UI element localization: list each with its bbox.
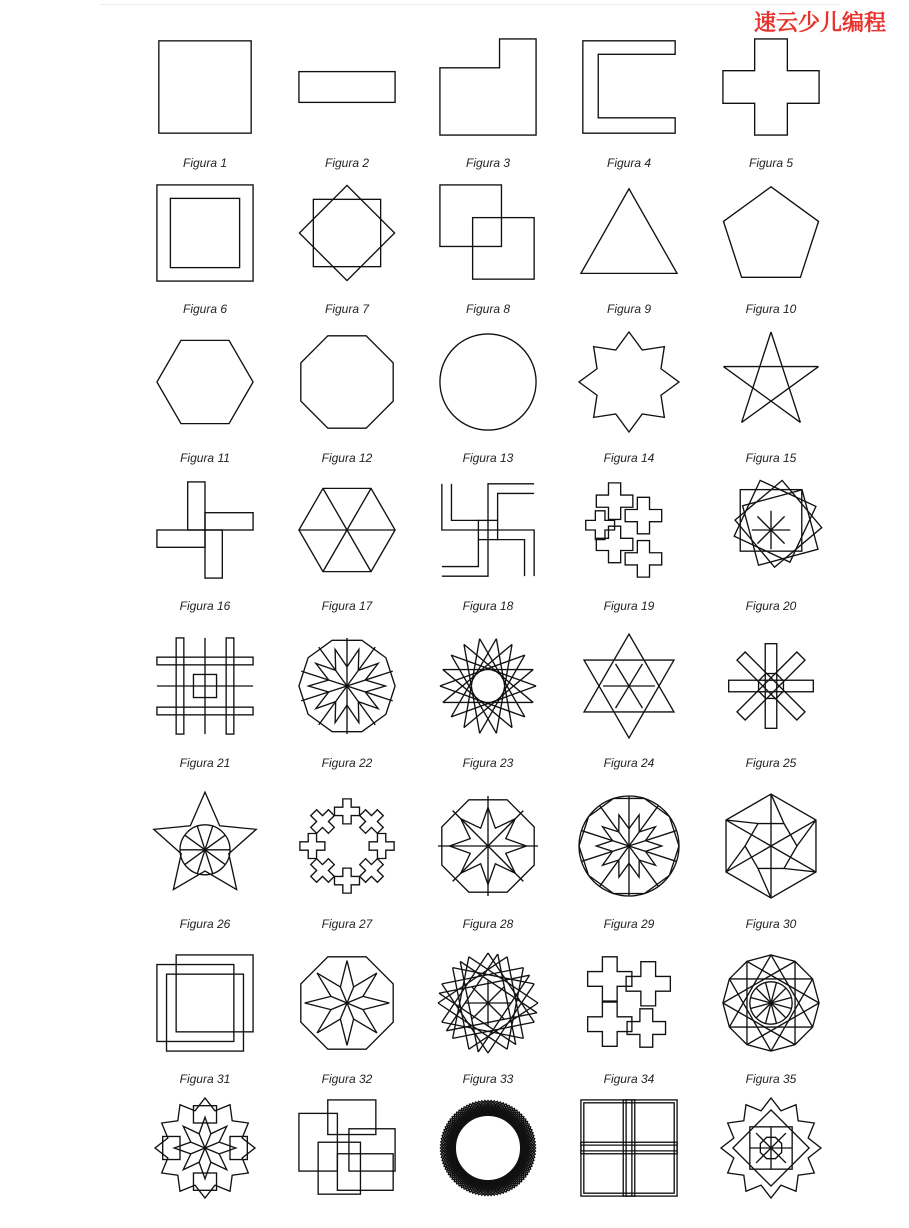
- pinwheel-icon: [155, 480, 255, 580]
- figure-cell: [287, 480, 407, 613]
- rhombus-hexagon-icon: [721, 796, 821, 896]
- figure-caption: Figura 24: [603, 756, 655, 770]
- octagon-icon: [297, 332, 397, 432]
- figure-cell: [569, 1098, 689, 1228]
- figure-caption: Figura 35: [745, 1072, 797, 1086]
- pentagon-icon: [721, 183, 821, 283]
- figure-cell: [145, 636, 265, 770]
- figure-cell: [145, 796, 265, 931]
- figure-cell: [145, 1098, 265, 1228]
- bracket-c-icon: [579, 37, 679, 137]
- watermark-logo: [752, 2, 892, 42]
- figure-caption: Figura 16: [179, 599, 231, 613]
- figure-caption: Figura 2: [324, 156, 370, 170]
- figure-cell: [287, 37, 407, 170]
- figure-caption: Figura 33: [462, 1072, 514, 1086]
- rosette-icon: [297, 636, 397, 736]
- figure-caption: Figura 7: [324, 302, 370, 316]
- figure-caption: Figura 29: [603, 917, 655, 931]
- rotated-squares-icon: [721, 480, 821, 580]
- octagon-rhombi-icon: [297, 953, 397, 1053]
- octagram-squares-icon: [297, 183, 397, 283]
- interlaced-bars-icon: [155, 636, 255, 736]
- figure-cell: [145, 37, 265, 170]
- figure-cell: [711, 953, 831, 1086]
- figure-caption: Figura 15: [745, 451, 797, 465]
- figure-cell: [428, 796, 548, 931]
- octagon-spokes-icon: [721, 636, 821, 736]
- figure-cell: [428, 480, 548, 613]
- cross-tiles-icon: [579, 953, 679, 1053]
- figure-caption: Figura 6: [182, 302, 228, 316]
- woven-star-icon: [438, 953, 538, 1053]
- circle-icon: [438, 332, 538, 432]
- cross-cluster-icon: [579, 480, 679, 580]
- figure-cell: [711, 636, 831, 770]
- figure-caption: Figura 18: [462, 599, 514, 613]
- figure-caption: Figura 26: [179, 917, 231, 931]
- figure-caption: Figura 34: [603, 1072, 655, 1086]
- cross-icon: [721, 37, 821, 137]
- figure-cell: [428, 1098, 548, 1228]
- figure-caption: Figura 25: [745, 756, 797, 770]
- figure-caption: Figura 4: [606, 156, 652, 170]
- square-spiral-circle-icon: [438, 1098, 538, 1198]
- star-polygon-icon: [438, 636, 538, 736]
- square-stack-icon: [297, 1098, 397, 1198]
- hexagon-triangles-icon: [297, 480, 397, 580]
- figure-caption: Figura 11: [180, 451, 230, 465]
- rectangle-icon: [297, 37, 397, 137]
- rhombus-rosette-icon: [721, 953, 821, 1053]
- figure-caption: Figura 21: [179, 756, 231, 770]
- figure-cell: [428, 636, 548, 770]
- figure-cell: [711, 37, 831, 170]
- figure-caption: Figura 23: [462, 756, 514, 770]
- triangle-icon: [579, 183, 679, 283]
- figure-cell: [569, 796, 689, 931]
- figure-caption: Figura 5: [748, 156, 794, 170]
- figure-cell: [711, 1098, 831, 1228]
- figure-caption: Figura 14: [603, 451, 655, 465]
- figure-cell: [569, 332, 689, 465]
- figure-caption: Figura 3: [465, 156, 511, 170]
- figure-caption: Figura 9: [606, 302, 652, 316]
- figure-cell: [711, 480, 831, 613]
- star-rosette-icon: [155, 796, 255, 896]
- figure-cell: [428, 37, 548, 170]
- figure-cell: [428, 332, 548, 465]
- figure-caption: Figura 10: [745, 302, 797, 316]
- pentagram-icon: [721, 332, 821, 432]
- page-top-border: [100, 4, 840, 5]
- figure-cell: [145, 332, 265, 465]
- figure-caption: Figura 30: [745, 917, 797, 931]
- figure-cell: [287, 953, 407, 1086]
- figure-cell: [287, 332, 407, 465]
- octagon-petals-icon: [438, 796, 538, 896]
- figure-cell: [569, 37, 689, 170]
- watermark-text: 速云少儿编程: [754, 11, 887, 36]
- figure-caption: Figura 12: [321, 451, 373, 465]
- figure-cell: [145, 480, 265, 613]
- square-icon: [155, 37, 255, 137]
- figure-cell: [287, 636, 407, 770]
- hexagram-icon: [579, 636, 679, 736]
- hexagon-icon: [155, 332, 255, 432]
- figure-caption: Figura 8: [465, 302, 511, 316]
- figure-caption: Figura 22: [321, 756, 373, 770]
- figure-cell: [711, 332, 831, 465]
- overlapping-squares-icon: [438, 183, 538, 283]
- figure-caption: Figura 28: [462, 917, 514, 931]
- notched-square-icon: [438, 37, 538, 137]
- figure-caption: Figura 20: [745, 599, 797, 613]
- figure-cell: [287, 1098, 407, 1228]
- figure-caption: Figura 27: [321, 917, 373, 931]
- double-square-icon: [155, 183, 255, 283]
- figure-cell: [569, 953, 689, 1086]
- figure-caption: Figura 13: [462, 451, 514, 465]
- figure-cell: [145, 953, 265, 1086]
- rotating-hooks-icon: [438, 480, 538, 580]
- offset-squares-icon: [155, 953, 255, 1053]
- eight-point-star-icon: [579, 332, 679, 432]
- figure-caption: Figura 1: [182, 156, 228, 170]
- ornament-ring-icon: [155, 1098, 255, 1198]
- figure-cell: [287, 183, 407, 316]
- figure-caption: Figura 19: [603, 599, 655, 613]
- figure-cell: [711, 183, 831, 316]
- figure-caption: Figura 32: [321, 1072, 373, 1086]
- figure-cell: [569, 636, 689, 770]
- window-grid-icon: [579, 1098, 679, 1198]
- figure-caption: Figura 31: [179, 1072, 231, 1086]
- figure-caption: Figura 17: [321, 599, 373, 613]
- figure-cell: [287, 796, 407, 931]
- figure-cell: [569, 183, 689, 316]
- cross-ring-icon: [297, 796, 397, 896]
- figure-cell: [569, 480, 689, 613]
- figure-cell: [711, 796, 831, 931]
- diamond-ornament-icon: [721, 1098, 821, 1198]
- figure-cell: [428, 183, 548, 316]
- decagon-rosette-icon: [579, 796, 679, 896]
- figure-cell: [145, 183, 265, 316]
- figure-cell: [428, 953, 548, 1086]
